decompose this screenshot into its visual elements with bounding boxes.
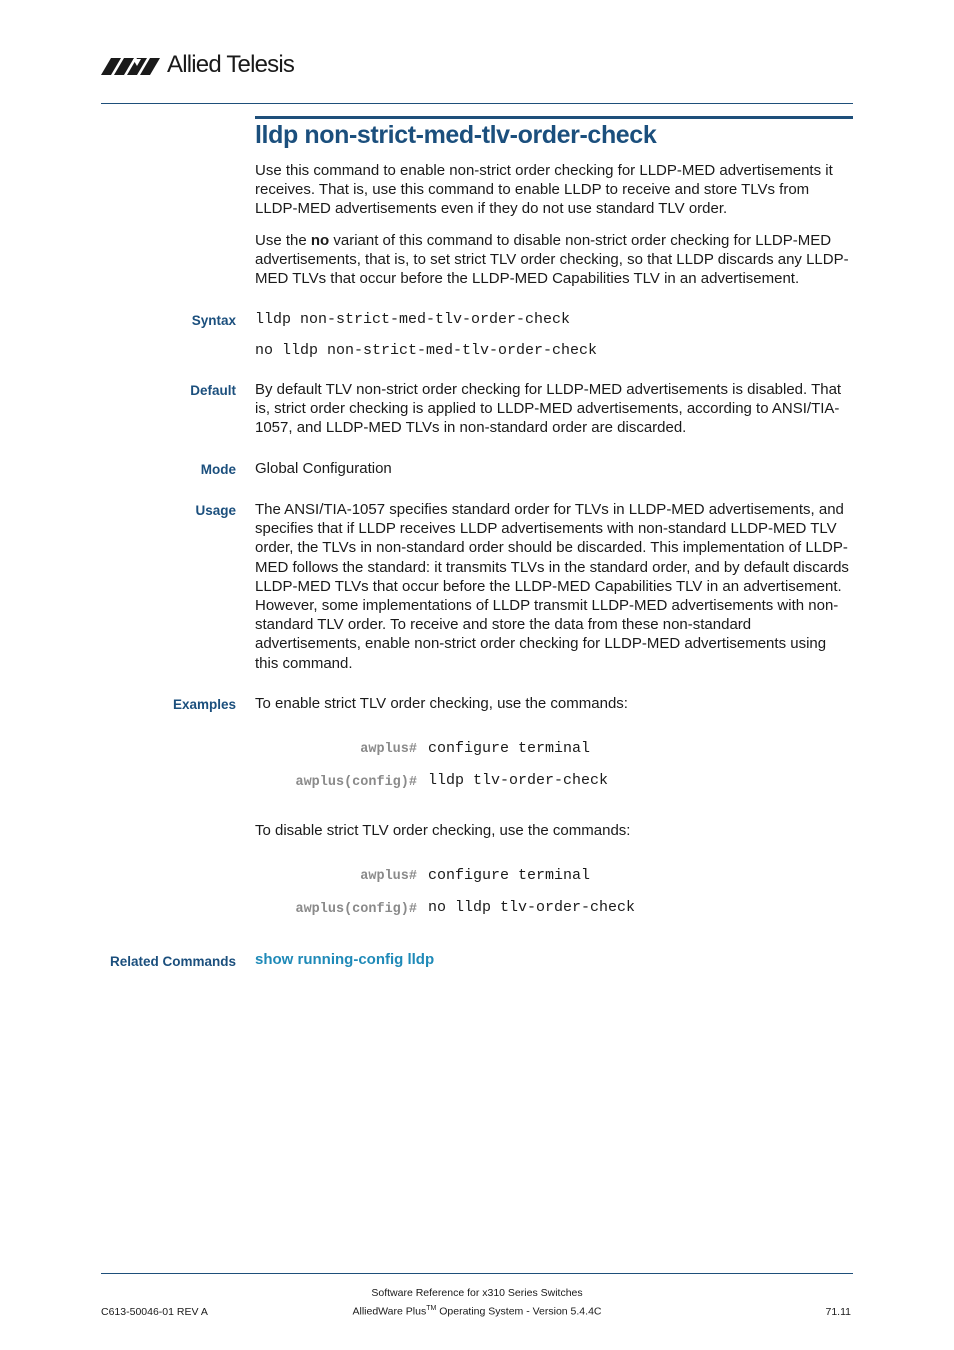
logo-mark-icon xyxy=(101,55,163,75)
mode-label: Mode xyxy=(200,462,236,477)
footer-title: Software Reference for x310 Series Switches xyxy=(371,1287,583,1299)
examples-label: Examples xyxy=(172,697,236,712)
logo-text: Allied Telesis xyxy=(167,51,295,78)
syntax-label: Syntax xyxy=(191,313,236,328)
footer-os-version: AlliedWare Plus™ Operating System - Version 5.4.4C xyxy=(352,1305,602,1318)
page-number: 71.11 xyxy=(825,1306,851,1318)
cli-prompt: awplus(config)# xyxy=(295,902,417,917)
related-commands-label: Related Commands xyxy=(109,954,236,969)
intro-paragraph-2: Use the no variant of this command to disable non-strict order checking for LLDP-MED advertisements, that is, to set strict TLV order checking, so that LLDP discards any LLDP-MED TLVs that occur before the LLDP-MED Capabilities TLV in an advertisement. xyxy=(255,232,849,288)
syntax-command: lldp non-strict-med-tlv-order-check xyxy=(255,311,571,328)
no-keyword: no xyxy=(310,232,330,249)
header-divider xyxy=(101,103,853,104)
usage-label: Usage xyxy=(195,503,236,518)
cli-command: lldp tlv-order-check xyxy=(428,772,609,789)
syntax-no-command: no lldp non-strict-med-tlv-order-check xyxy=(255,342,598,359)
page-title: lldp non-strict-med-tlv-order-check xyxy=(255,121,657,149)
cli-command: configure terminal xyxy=(428,740,591,757)
footer-doc-id: C613-50046-01 REV A xyxy=(101,1306,208,1318)
usage-text: The ANSI/TIA-1057 specifies standard order for TLVs in LLDP-MED advertisements, and specifies that if LLDP receives LLDP advertisements with non-standard LLDP-MED TLV order, the TLVs in non-standard order should be discarded. This implementation of LLDP-MED follows the standard: it transmits TLVs in the standard order, and by default discards LLDP-MED TLVs that occur before the LLDP-MED Capabilities TLV in an advertisement. However, some implementations of LLDP transmit LLDP-MED advertisements with non-standard TLV order. To receive and store the data from these non-standard advertisements, enable non-strict order checking for LLDP-MED advertisements using this command. xyxy=(255,501,849,672)
examples-disable-text: To disable strict TLV order checking, use the commands: xyxy=(255,822,631,839)
intro-paragraph-1: Use this command to enable non-strict order checking for LLDP-MED advertisements it receives. That is, use this command to enable LLDP to receive and store TLVs from LLDP-MED advertisements even if they do not use standard TLV order. xyxy=(255,162,833,218)
cli-prompt: awplus# xyxy=(360,742,417,757)
cli-prompt: awplus# xyxy=(360,869,417,884)
allied-telesis-logo xyxy=(101,52,294,78)
cli-command: configure terminal xyxy=(428,867,591,884)
footer-divider xyxy=(101,1273,853,1274)
title-rule xyxy=(255,116,853,119)
related-command-link[interactable]: show running-config lldp xyxy=(255,951,435,968)
default-text: By default TLV non-strict order checking for LLDP-MED advertisements is disabled. That is, strict order checking is applied to LLDP-MED advertisements, according to ANSI/TIA-1057, and LLDP-MED TLVs in non-standard order are discarded. xyxy=(255,381,842,437)
cli-command: no lldp tlv-order-check xyxy=(428,899,636,916)
cli-prompt: awplus(config)# xyxy=(295,775,417,790)
examples-enable-text: To enable strict TLV order checking, use the commands: xyxy=(255,695,628,712)
mode-text: Global Configuration xyxy=(255,460,392,477)
default-label: Default xyxy=(190,383,236,398)
